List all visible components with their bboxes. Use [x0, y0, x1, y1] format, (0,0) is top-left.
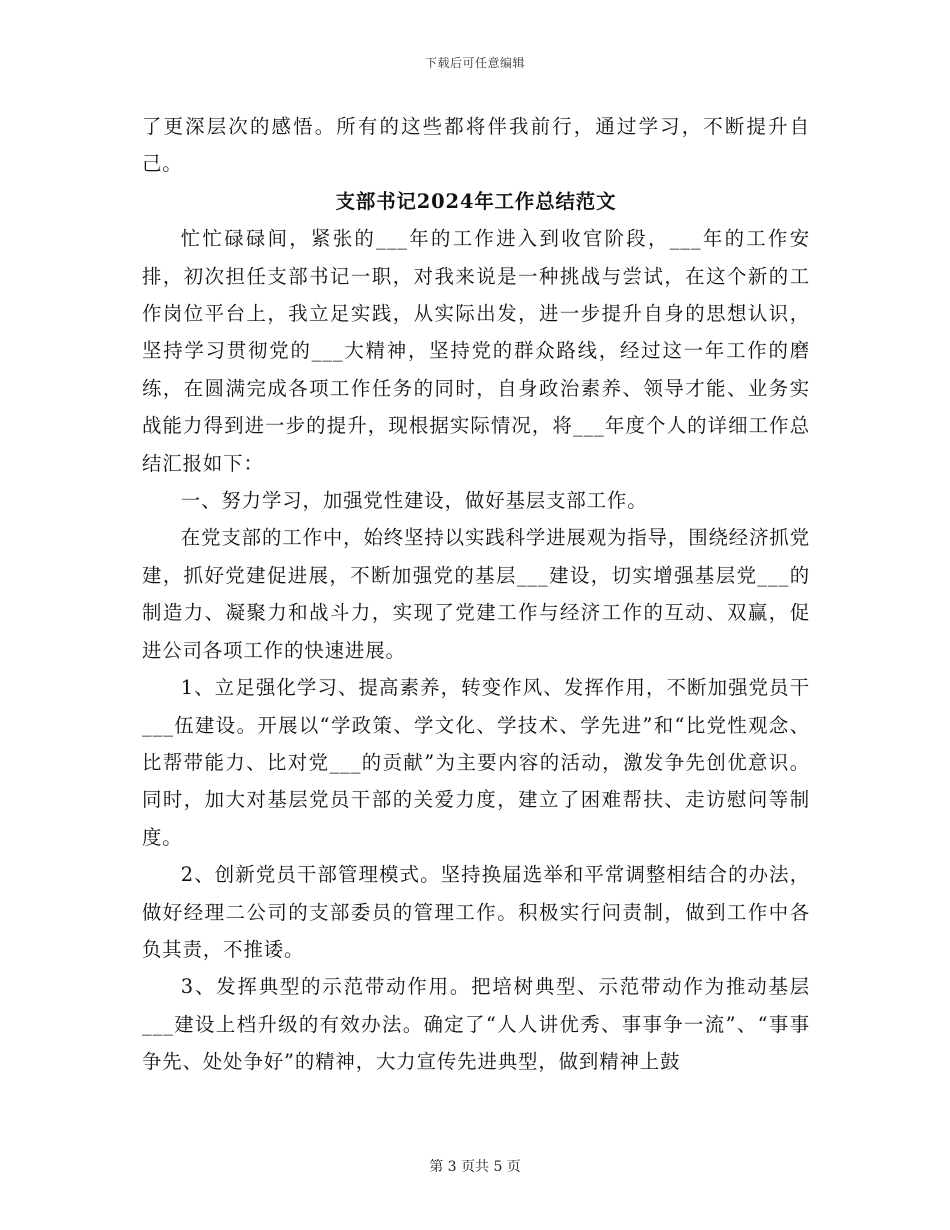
document-title: 支部书记2024年工作总结范文	[335, 189, 617, 213]
section-heading: 一、努力学习，加强党性建设，做好基层支部工作。	[180, 489, 648, 513]
intro-continuation: 了更深层次的感悟。所有的这些都将伴我前行，通过学习，不断提升自己。	[142, 115, 810, 176]
page-number: 第 3 页共 5 页	[429, 1159, 521, 1175]
paragraph: 3、发挥典型的示范带动作用。把培树典型、示范带动作为推动基层___建设上档升级的有效办法。确定了“人人讲优秀、事事争一流”、“事事争先、处处争好”的精神，大力宣传先进典型，做到精神上鼓	[142, 975, 810, 1074]
paragraph: 1、立足强化学习、提高素养，转变作风、发挥作用，不断加强党员干___伍建设。开展以“学政策、学文化、学技术、学先进”和“比党性观念、比帮带能力、比对党___的贡献”为主要内容的活动，激发争先创优意识。同时，加大对基层党员干部的关爱力度，建立了困难帮扶、走访慰问等制度。	[142, 676, 810, 849]
document-body	[142, 108, 810, 1081]
page-header-note: 下载后可任意编辑	[424, 56, 525, 70]
paragraph: 2、创新党员干部管理模式。坚持换届选举和平常调整相结合的办法，做好经理二公司的支部委员的管理工作。积极实行问责制，做到工作中各负其责，不推诿。	[142, 863, 810, 961]
paragraph: 忙忙碌碌间，紧张的___年的工作进入到收官阶段，___年的工作安排，初次担任支部书记一职，对我来说是一种挑战与尝试，在这个新的工作岗位平台上，我立足实践，从实际出发，进一步提升自身的思想认识，坚持学习贯彻党的___大精神，坚持党的群众路线，经过这一年工作的磨练，在圆满完成各项工作任务的同时，自身政治素养、领导才能、业务实战能力得到进一步的提升，现根据实际情况，将___年度个人的详细工作总结汇报如下：	[142, 227, 810, 475]
paragraph: 在党支部的工作中，始终坚持以实践科学进展观为指导，围绕经济抓党建，抓好党建促进展，不断加强党的基层___建设，切实增强基层党___的制造力、凝聚力和战斗力，实现了党建工作与经济工作的互动、双赢，促进公司各项工作的快速进展。	[142, 526, 810, 662]
